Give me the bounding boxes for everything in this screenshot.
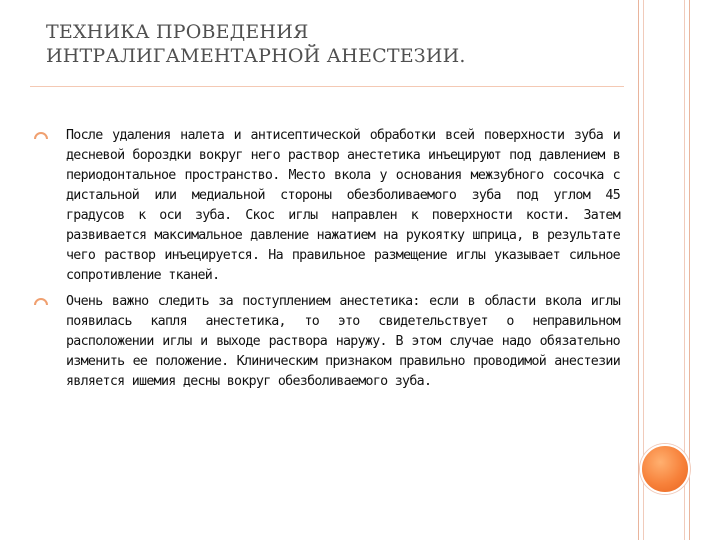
slide-title-line-2: ИНТРАЛИГАМЕНТАРНОЙ АНЕСТЕЗИИ.	[46, 45, 466, 67]
bullet-text: После удаления налета и антисептической обработки всей поверхности зуба и десневой бороздки вокруг него раствор анестетика инъецируют под давлением в периодонтальное пространство. Место вкола у основания межзубного сосочка с дистальной или медиальной стороны обезболиваемого зуба под углом 45 градусов к оси зуба. Скос иглы направлен к поверхности кости. Затем развивается максимальное давление нажатием на рукоятку шприца, в результате чего раствор инъецируется. На правильное размещение иглы указывает сильное сопротивление тканей.	[66, 128, 620, 283]
slide-content	[30, 126, 620, 398]
bullet-text: Очень важно следить за поступлением анестетика: если в области вкола иглы появилась капля анестетика, то это свидетельствует о неправильном расположении иглы и выходе раствора наружу. В этом случае надо обязательно изменить ее положение. Клиническим признаком правильно проводимой анестезии является ишемия десны вокруг обезболиваемого зуба.	[66, 294, 620, 389]
bullet-arc-icon	[34, 132, 48, 140]
slide-title	[46, 20, 616, 68]
bullet-item-1	[30, 126, 620, 286]
title-divider	[30, 86, 624, 87]
bullet-item-2	[30, 292, 620, 392]
slide-title-line-1: ТЕХНИКА ПРОВЕДЕНИЯ	[46, 21, 309, 43]
bullet-arc-icon	[34, 298, 48, 306]
title-area	[0, 0, 624, 84]
orange-circle-icon	[640, 444, 690, 494]
